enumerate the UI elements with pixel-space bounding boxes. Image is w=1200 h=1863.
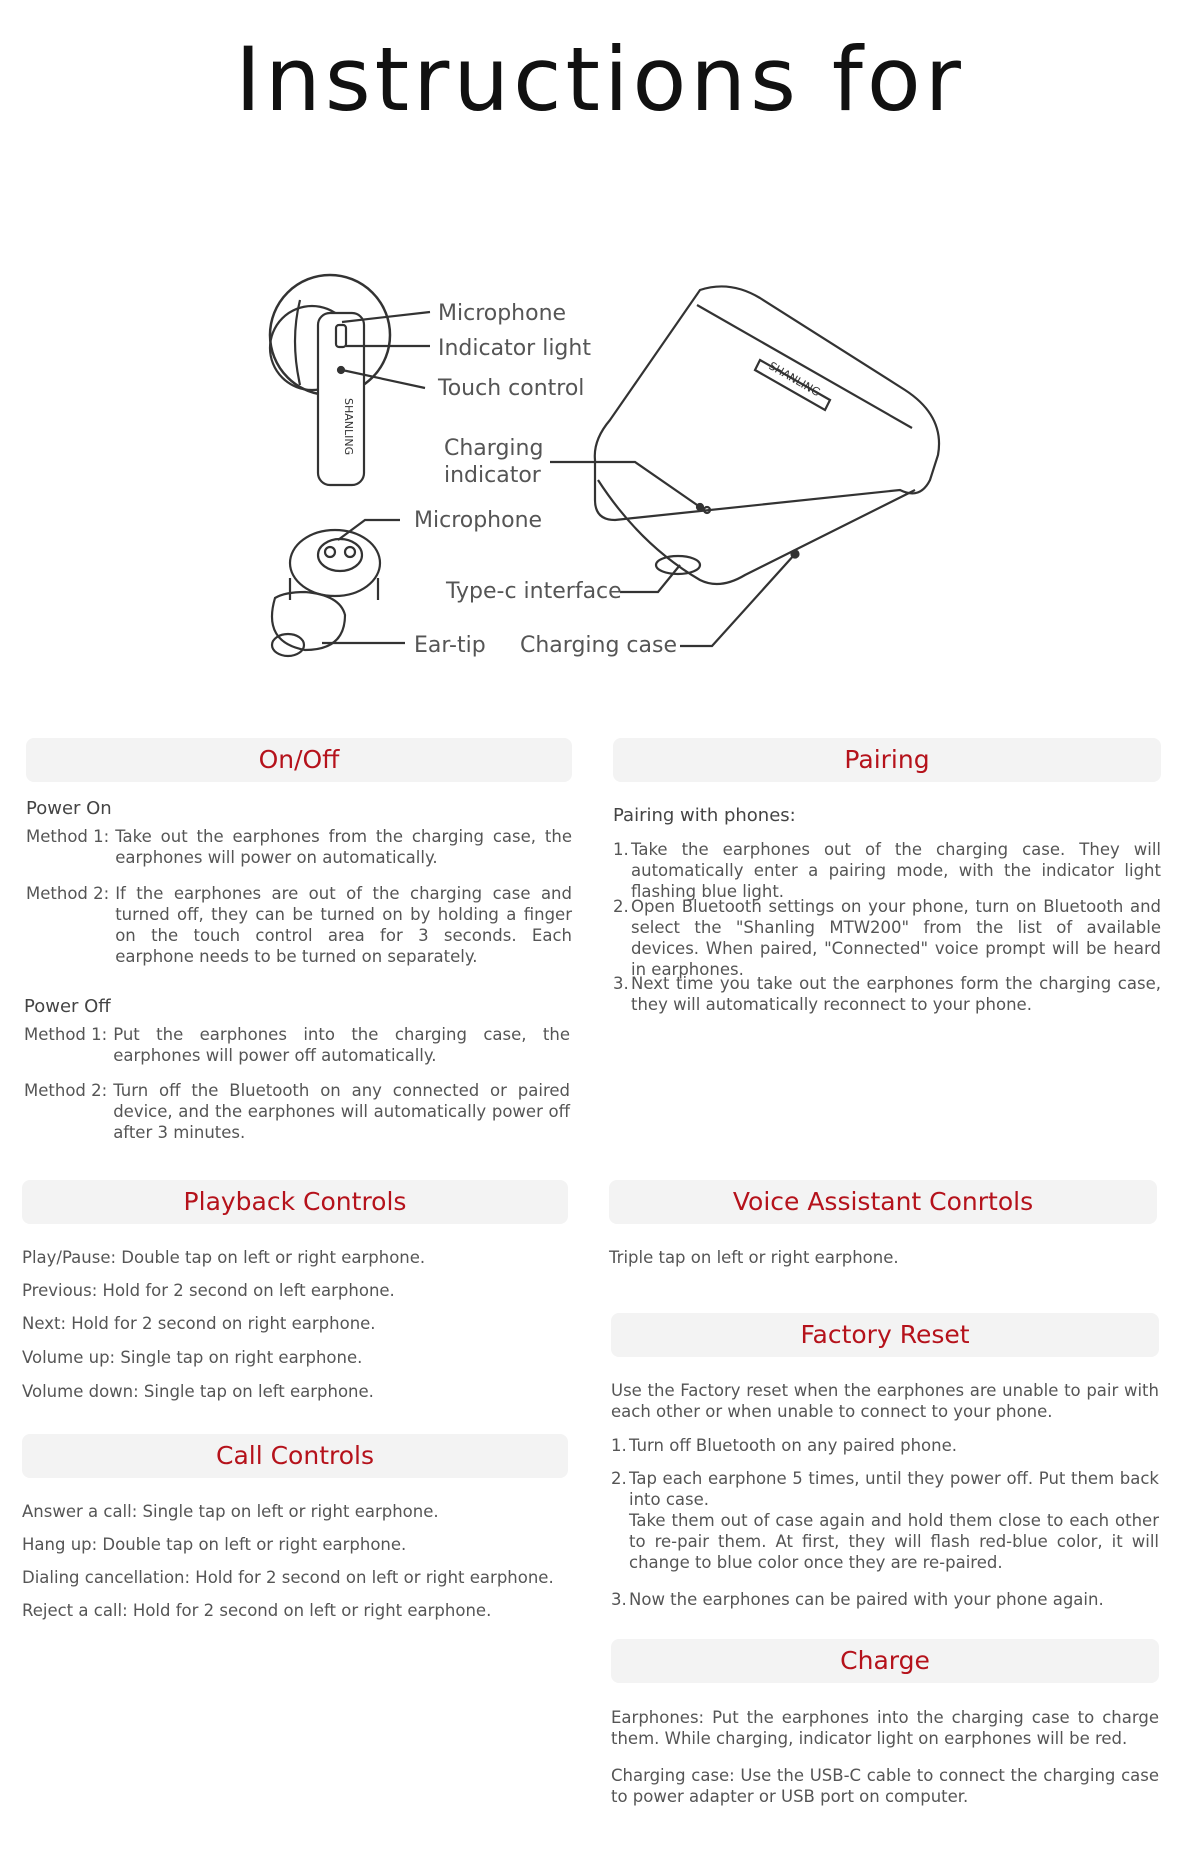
reset-step-1: 1. Turn off Bluetooth on any paired phone. xyxy=(611,1436,957,1455)
label-microphone-bud: Microphone xyxy=(414,508,543,533)
section-charge xyxy=(611,1639,1159,1806)
label-indicator-light: Indicator light xyxy=(438,336,591,361)
call-line: Hang up: Double tap on left or right earphone. xyxy=(22,1535,407,1554)
pairing-step-2: 2. Open Bluetooth settings on your phone, turn on Bluetooth and select the "Shanling MTW200" from the list of available devices. When paired, "Connected" voice prompt will be heard in earphones. xyxy=(613,897,1161,979)
reset-step-2: 2. Tap each earphone 5 times, until they power off. Put them back into case. Take them out of case again and hold them close to each other to re-pair them. At first, they will flash red-blue color, it will change to blue color once they are re-paired. xyxy=(611,1469,1159,1572)
section-onoff xyxy=(26,738,572,1158)
power-off-method-1: Method 1: Put the earphones into the charging case, the earphones will power off automatically. xyxy=(24,1025,570,1065)
label-touch-control: Touch control xyxy=(438,376,585,401)
call-line: Answer a call: Single tap on left or right earphone. xyxy=(22,1502,439,1521)
earbud-illustration xyxy=(272,530,380,656)
label-microphone: Microphone xyxy=(438,301,567,326)
playback-line: Volume down: Single tap on left earphone. xyxy=(22,1382,374,1401)
power-on-method-2: Method 2: If the earphones are out of the charging case and turned off, they can be turned on by holding a finger on the touch control area for 3 seconds. Each earphone needs to be turned on separately. xyxy=(26,884,572,966)
pairing-step-1: 1. Take the earphones out of the charging case. They will automatically enter a pairing mode, with the indicator light flashing blue light. xyxy=(613,840,1161,901)
power-on-method-1: Method 1: Take out the earphones from the charging case, the earphones will power on automatically. xyxy=(26,827,572,867)
pairing-subtitle: Pairing with phones: xyxy=(613,805,796,826)
product-diagram xyxy=(0,0,1200,700)
label-typec: Type-c interface xyxy=(446,579,622,604)
playback-title: Playback Controls xyxy=(22,1180,568,1224)
call-line: Reject a call: Hold for 2 second on left or right earphone. xyxy=(22,1601,492,1620)
earphone-illustration xyxy=(270,275,390,485)
charge-title: Charge xyxy=(611,1639,1159,1683)
playback-line: Previous: Hold for 2 second on left earphone. xyxy=(22,1281,395,1300)
power-off-heading: Power Off xyxy=(24,996,111,1017)
charge-case: Charging case: Use the USB-C cable to connect the charging case to power adapter or USB port on computer. xyxy=(611,1766,1159,1806)
playback-line: Volume up: Single tap on right earphone. xyxy=(22,1348,363,1367)
section-voice xyxy=(609,1180,1157,1290)
reset-step-2b: Take them out of case again and hold them close to each other to re-pair them. At first, they will flash red-blue color, it will change to blue color once they are re-paired. xyxy=(629,1511,1159,1572)
onoff-title: On/Off xyxy=(26,738,572,782)
label-ear-tip: Ear-tip xyxy=(414,633,486,658)
playback-line: Play/Pause: Double tap on left or right earphone. xyxy=(22,1248,426,1267)
section-playback xyxy=(22,1180,568,1420)
playback-line: Next: Hold for 2 second on right earphone. xyxy=(22,1314,376,1333)
call-line: Dialing cancellation: Hold for 2 second on left or right earphone. xyxy=(22,1568,554,1587)
pairing-title: Pairing xyxy=(613,738,1161,782)
call-title: Call Controls xyxy=(22,1434,568,1478)
charge-earphones: Earphones: Put the earphones into the charging case to charge them. While charging, indicator light on earphones will be red. xyxy=(611,1708,1159,1748)
reset-intro: Use the Factory reset when the earphones are unable to pair with each other or when unable to connect to your phone. xyxy=(611,1381,1159,1421)
pairing-step-3: 3. Next time you take out the earphones form the charging case, they will automatically reconnect to your phone. xyxy=(613,974,1161,1014)
voice-text: Triple tap on left or right earphone. xyxy=(609,1248,899,1267)
reset-title: Factory Reset xyxy=(611,1313,1159,1357)
reset-step-2a: Tap each earphone 5 times, until they power off. Put them back into case. xyxy=(629,1469,1159,1509)
label-charging-indicator-line1: Charging xyxy=(444,436,544,461)
reset-step-3: 3. Now the earphones can be paired with your phone again. xyxy=(611,1590,1104,1609)
power-on-heading: Power On xyxy=(26,798,112,819)
section-reset xyxy=(611,1313,1159,1613)
earphone-brand-text: SHANLING xyxy=(342,398,355,456)
case-brand-text: SHANLING xyxy=(766,359,823,400)
section-call xyxy=(22,1434,568,1634)
voice-title: Voice Assistant Conrtols xyxy=(609,1180,1157,1224)
label-charging-case: Charging case xyxy=(520,633,677,658)
label-charging-indicator-line2: indicator xyxy=(444,463,541,488)
charging-case-illustration xyxy=(595,286,939,584)
power-off-method-2: Method 2: Turn off the Bluetooth on any connected or paired device, and the earphones will automatically power off after 3 minutes. xyxy=(24,1081,570,1142)
section-pairing xyxy=(613,738,1161,1038)
page-title: Instructions for xyxy=(235,28,965,131)
